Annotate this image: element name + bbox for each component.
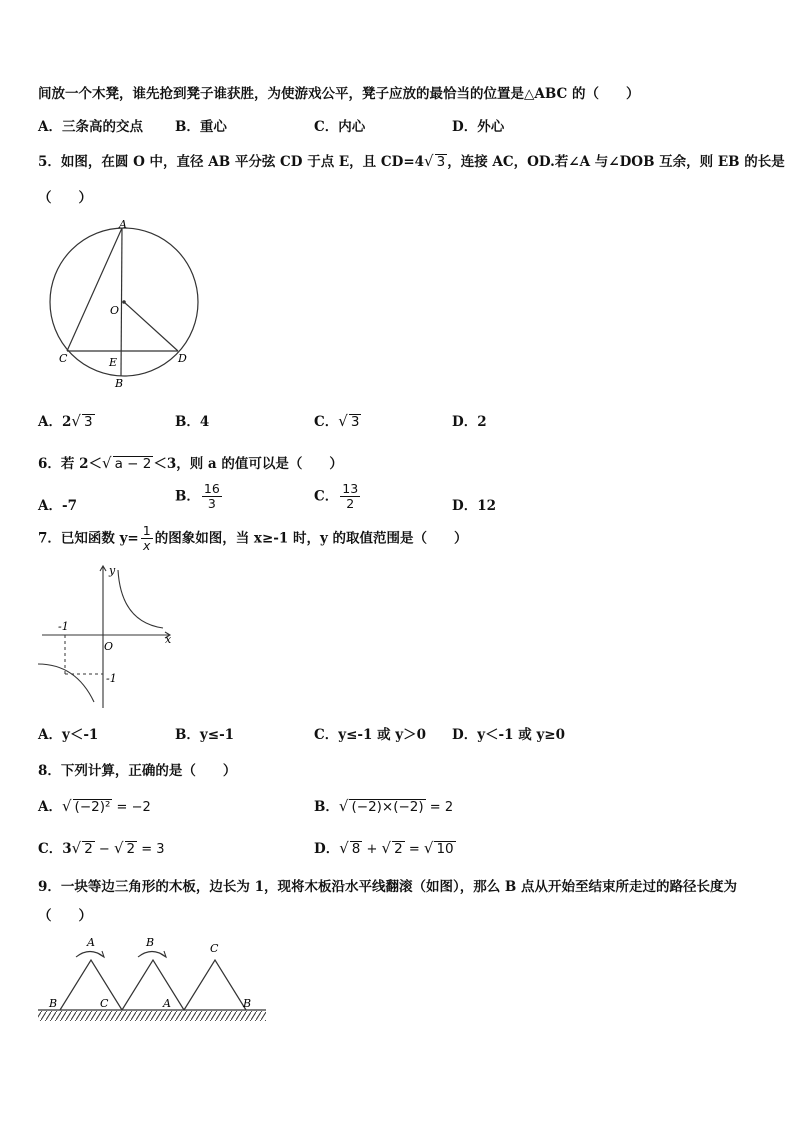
q5-option-c-radicand: 3 [350,414,360,430]
q5-option-a-prefix: A．2 [38,414,72,430]
q7-option-b: B．y≤-1 [175,727,235,743]
q7-option-a: A．y＜-1 [38,727,99,743]
q5-label-d: D [178,352,187,365]
q5-stem [38,150,785,170]
q9-label-c-bottom: C [100,997,109,1010]
q8-option-b-radicand: (−2)×(−2) [351,799,424,815]
q9-stem-paren: （ ） [38,908,92,924]
q9-label-a-top: A [87,936,95,949]
q4-option-c: C．内心 [314,119,366,135]
fraction-denominator: 3 [207,496,216,512]
q7-label-o: O [104,640,114,653]
q8-option-a-prefix: A． [38,799,62,815]
q5-label-c: C [59,352,68,365]
q5-label-b: B [115,377,124,390]
q8-option-d-radicand-1: 8 [351,841,361,857]
radical-sign: √ [423,839,434,857]
q6-stem-part-a: 6．若 2＜ [38,456,102,472]
q9-label-b-top: B [146,936,155,949]
q5-option-a-radicand: 3 [83,414,93,430]
q8-option-a-radicand: (−2)² [74,799,111,815]
q4-option-a: A．三条高的交点 [38,119,143,135]
q5-label-o: O [110,304,120,317]
q5-circle-figure [40,216,230,396]
q8-option-d [314,837,456,857]
q8-option-d-operator: + [362,842,382,857]
q6-stem-radicand: a − 2 [114,456,152,472]
radical-sign: √ [71,412,81,430]
q5-stem-part-a: 5．如图，在圆 O 中，直径 AB 平分弦 CD 于点 E，且 CD=4 [38,154,425,170]
q8-option-c-radicand-1: 2 [84,841,93,857]
q9-label-c-top: C [210,942,219,955]
q7-stem-fraction [141,524,153,554]
q7-stem-part-b: 的图象如图，当 x≥-1 时，y 的取值范围是（ ） [154,530,468,547]
q8-option-c [38,837,165,857]
q5-stem-paren: （ ） [38,190,92,206]
q6-option-c [314,482,362,512]
q8-stem: 8．下列计算，正确的是（ ） [38,763,237,779]
q5-option-b: B．4 [175,414,210,430]
q6-stem-part-b: ＜3，则 a 的值可以是（ ） [153,456,343,472]
radical-sign: √ [381,839,392,857]
radical-sign: √ [338,412,348,430]
q6-option-a: A．-7 [38,498,77,514]
q5-stem-radicand: 3 [436,154,446,170]
q6-option-b [175,482,224,512]
q9-label-b-left: B [49,997,58,1010]
q8-option-d-radicand-3: 10 [436,841,454,857]
radical-sign: √ [338,797,349,815]
q9-label-a-bottom: A [163,997,171,1010]
q8-option-c-prefix: C．3 [38,841,72,857]
radical-sign: √ [71,839,82,857]
q7-label-neg1-y: -1 [106,672,117,685]
q8-option-c-result: = 3 [137,842,165,857]
fraction-denominator: 2 [346,496,355,512]
q8-option-d-radicand-2: 2 [394,841,403,857]
fraction-numerator: 16 [203,481,220,496]
radical-sign: √ [61,797,72,815]
q5-option-c [314,410,361,430]
radical-sign: √ [339,839,349,857]
q7-option-d: D．y＜-1 或 y≥0 [452,727,565,743]
q5-option-a [38,410,95,430]
q8-option-b-prefix: B． [314,799,339,815]
radical-sign: √ [113,839,124,857]
q9-stem: 9．一块等边三角形的木板，边长为 1，现将木板沿水平线翻滚（如图），那么 B 点从开始至结束所走过的路径长度为 [38,879,738,895]
q7-stem [38,524,468,554]
radical-sign: √ [424,152,434,170]
q7-graph-figure [36,562,186,712]
q8-option-b [314,795,453,815]
q6-option-c-fraction [340,482,360,512]
q4-option-b: B．重心 [175,119,227,135]
q9-rolling-triangle-figure [36,932,268,1028]
q7-option-c: C．y≤-1 或 y＞0 [314,727,427,743]
q5-option-c-prefix: C． [314,414,339,430]
q5-stem-part-b: ，连接 AC，OD.若∠A 与∠DOB 互余，则 EB 的长是 [447,154,785,170]
q9-label-b-right: B [243,997,252,1010]
q7-label-y: y [109,564,116,577]
fraction-numerator: 1 [142,523,151,538]
q8-option-a [38,795,151,815]
q7-stem-part-a: 7．已知函数 y= [38,530,139,547]
q8-option-d-equals: = [404,842,424,857]
q8-option-a-result: = −2 [112,800,151,815]
q6-stem [38,452,343,472]
q6-option-d: D．12 [452,498,496,514]
q6-option-b-prefix: B． [175,488,200,505]
q8-option-c-operator: − [94,842,114,857]
q7-label-neg1-x: -1 [58,620,69,633]
q7-label-x: x [165,633,172,646]
q4-stem: 间放一个木凳，谁先抢到凳子谁获胜，为使游戏公平，凳子应放的最恰当的位置是△ABC 的（ ） [38,86,640,102]
q8-option-b-result: = 2 [425,800,454,815]
q5-label-e: E [109,356,118,369]
q8-option-c-radicand-2: 2 [126,841,136,857]
fraction-numerator: 13 [342,481,359,496]
q4-option-d: D．外心 [452,119,505,135]
q5-option-d: D．2 [452,414,487,430]
q6-option-c-prefix: C． [314,488,339,505]
q6-option-b-fraction [202,482,222,512]
q8-option-d-prefix: D． [314,841,340,857]
radical-sign: √ [102,454,112,472]
fraction-denominator: x [143,538,151,554]
q5-label-a: A [119,218,127,231]
